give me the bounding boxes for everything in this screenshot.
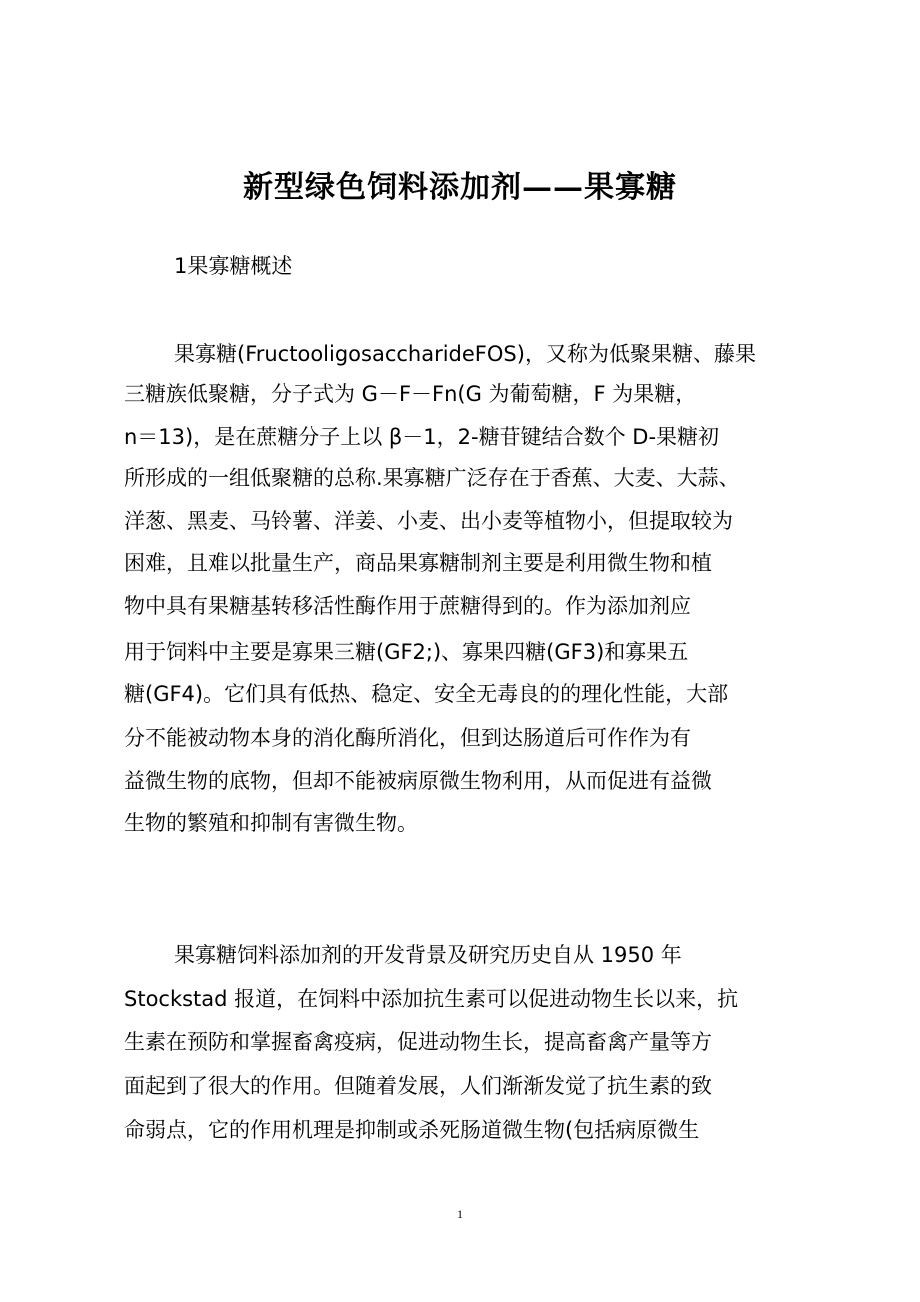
document-title: 新型绿色饲料添加剂——果寡糖 — [243, 170, 677, 205]
paragraph-1-line: 困难，且难以批量生产，商品果寡糖制剂主要是利用微生物和植 — [124, 551, 712, 575]
paragraph-2-line: 果寡糖饲料添加剂的开发背景及研究历史自从 1950 年 — [174, 943, 682, 967]
paragraph-1-line: 果寡糖(FructooligosaccharideFOS)，又称为低聚果糖、藤果 — [174, 342, 756, 366]
paragraph-1-line: 洋葱、黑麦、马铃薯、洋姜、小麦、出小麦等植物小，但提取较为 — [124, 509, 733, 533]
paragraph-1-line: 生物的繁殖和抑制有害微生物。 — [124, 811, 418, 835]
paragraph-1-line: 用于饲料中主要是寡果三糖(GF2;)、寡果四糖(GF3)和寡果五 — [124, 640, 689, 664]
paragraph-2-line: 生素在预防和掌握畜禽疫病，促进动物生长，提高畜禽产量等方 — [124, 1030, 712, 1054]
paragraph-1-line: 物中具有果糖基转移活性酶作用于蔗糖得到的。作为添加剂应 — [124, 594, 691, 618]
paragraph-2-line: 命弱点，它的作用机理是抑制或杀死肠道微生物(包括病原微生 — [124, 1118, 700, 1142]
paragraph-2-line: 面起到了很大的作用。但随着发展，人们渐渐发觉了抗生素的致 — [124, 1074, 712, 1098]
paragraph-2-line: Stockstad 报道，在饲料中添加抗生素可以促进动物生长以来，抗 — [124, 987, 739, 1011]
paragraph-1-line: 三糖族低聚糖，分子式为 G－F－Fn(G 为葡萄糖，F 为果糖， — [124, 382, 697, 406]
paragraph-1-line: 所形成的一组低聚糖的总称.果寡糖广泛存在于香蕉、大麦、大蒜、 — [124, 466, 740, 490]
paragraph-1-line: 分不能被动物本身的消化酶所消化，但到达肠道后可作作为有 — [124, 726, 691, 750]
paragraph-1-line: 益微生物的底物，但却不能被病原微生物利用，从而促进有益微 — [124, 769, 712, 793]
paragraph-1-line: 糖(GF4)。它们具有低热、稳定、安全无毒良的的理化性能，大部 — [124, 682, 729, 706]
section-heading: 1果寡糖概述 — [174, 254, 293, 278]
page-number: 1 — [457, 1207, 463, 1221]
paragraph-1-line: n＝13)，是在蔗糖分子上以 β－1，2-糖苷键结合数个 D-果糖初 — [124, 425, 720, 449]
